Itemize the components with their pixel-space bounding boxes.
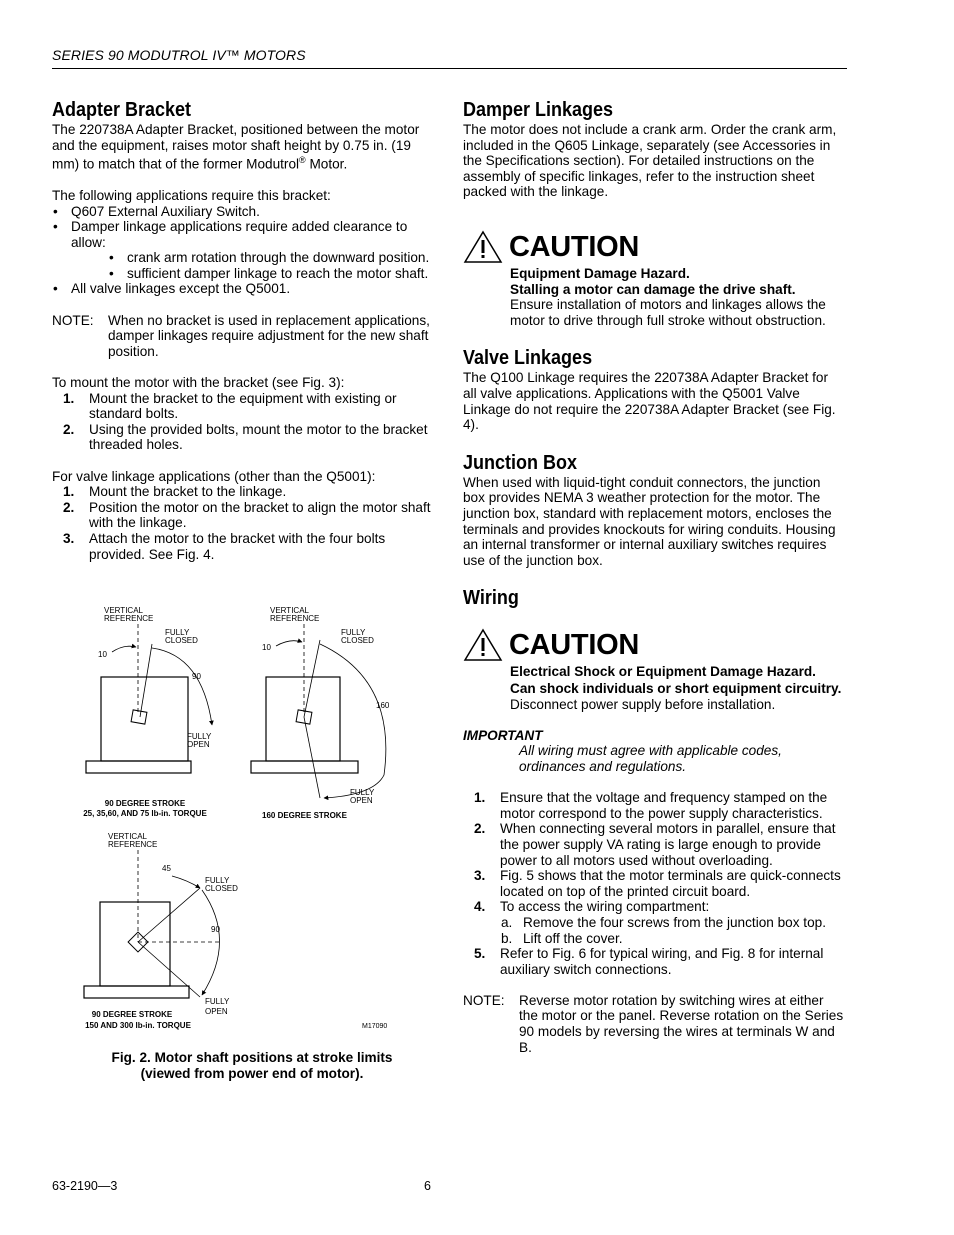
diagram-90-degree-large (84, 832, 387, 1030)
list-item: b. Lift off the cover. (501, 930, 623, 946)
wiring-note (463, 993, 845, 1055)
mount-intro: To mount the motor with the bracket (see Fig. 3): (52, 375, 345, 391)
list-item: 1. Mount the bracket to the linkage. (63, 484, 287, 500)
motor-shaft (131, 710, 147, 724)
step-text: Mount the bracket to the linkage. (89, 484, 287, 500)
warning-triangle-icon (463, 628, 503, 662)
list-item: 1. Mount the bracket to the equipment with existing or standard bolts. (63, 390, 397, 422)
caution-line: Can shock individuals or short equipment circuitry. (510, 680, 842, 696)
step-text: Refer to Fig. 6 for typical wiring, and Fig. 8 for internal auxiliary switch connections. (500, 946, 824, 977)
motor-base (84, 986, 189, 998)
valve-intro: For valve linkage applications (other than the Q5001): (52, 468, 376, 484)
vertical-reference-label: REFERENCE (108, 840, 158, 849)
list-item: 2. Using the provided bolts, mount the motor to the bracket threaded holes. (63, 421, 428, 453)
angle-label: 45 (162, 864, 171, 873)
adapter-intro (52, 122, 434, 172)
fully-closed-label: CLOSED (341, 636, 374, 645)
wiring-heading: Wiring (463, 587, 519, 610)
adapter-note (52, 313, 434, 360)
list-item: 2. Position the motor on the bracket to align the motor shaft with the linkage. (63, 499, 431, 531)
step-text: Using the provided bolts, mount the motor to the bracket threaded holes. (89, 421, 428, 453)
adapter-bracket-heading: Adapter Bracket (52, 99, 192, 121)
fully-open-label: FULLY (350, 788, 375, 797)
figure-caption-line: (viewed from power end of motor). (140, 1066, 364, 1081)
wiring-substeps (463, 915, 845, 946)
motor-base (251, 761, 358, 773)
apps-list (52, 204, 434, 298)
fully-closed-label: FULLY (165, 628, 190, 637)
motor-body (266, 677, 340, 761)
adapter-intro-text: The 220738A Adapter Bracket, positioned between the motor and the equipment, raises motor shaft height by 0.75 in. (19 mm) to match that of the former Modutrol (52, 122, 420, 172)
vertical-reference-label: VERTICAL (108, 832, 147, 841)
fully-open-label: FULLY (205, 997, 230, 1006)
step-text: Attach the motor to the bracket with the four bolts provided. See Fig. 4. (89, 530, 386, 562)
warning-triangle-icon (463, 230, 503, 264)
substep-text: Lift off the cover. (523, 930, 623, 946)
list-item: 3. Attach the motor to the bracket with the four bolts provided. See Fig. 4. (63, 530, 386, 562)
list-item-text: Damper linkage applications require added clearance to allow: (71, 219, 408, 250)
document-number: 63-2190—3 (52, 1179, 118, 1193)
list-item: • All valve linkages except the Q5001. (52, 281, 434, 297)
list-item: 1. Ensure that the voltage and frequency stamped on the motor correspond to the power supply characteristics. (474, 790, 828, 821)
shaft-positions-diagram (52, 600, 434, 1040)
diagram-160-degree (251, 606, 390, 820)
caution-block-1 (463, 228, 845, 266)
list-item: • Q607 External Auxiliary Switch. (52, 204, 434, 220)
diagram-90-degree-small (83, 606, 212, 818)
fully-closed-label: CLOSED (165, 636, 198, 645)
caution-title: CAUTION (509, 230, 640, 263)
sub-list (71, 250, 434, 281)
caution-body-1 (463, 266, 845, 328)
diagram-caption: 160 DEGREE STROKE (262, 811, 347, 820)
fully-closed-label: FULLY (341, 628, 366, 637)
caution-line: Disconnect power supply before installation. (510, 697, 776, 713)
note-text: When no bracket is used in replacement applications, damper linkages require adjustment for the new shaft position. (108, 312, 430, 359)
valve-text: The Q100 Linkage requires the 220738A Adapter Bracket for all valve applications. Applications with the Q5001 Valve Linkage do not require the 220738A Adapter Bracket (see Fig. 4). (463, 370, 836, 433)
note-label: NOTE: (463, 992, 505, 1008)
vertical-reference-label: VERTICAL (270, 606, 309, 615)
fully-closed-label: FULLY (205, 876, 230, 885)
wiring-steps-cont (463, 946, 845, 977)
step-text: Fig. 5 shows that the motor terminals are quick-connects located on top of the printed circuit board. (500, 868, 841, 899)
junction-text: When used with liquid-tight conduit connectors, the junction box provides NEMA 3 weather protection for the motor. The junction box, standard with replacement motors, encloses the terminals and provides knockouts for wiring conduits. Housing an internal transformer or internal auxiliary switches requires use of the junction box. (463, 474, 836, 568)
list-item: 5. Refer to Fig. 6 for typical wiring, and Fig. 8 for internal auxiliary switch connections. (474, 946, 824, 977)
junction-box-heading: Junction Box (463, 451, 578, 474)
motor-base (86, 761, 191, 773)
angle-label: 90 (211, 925, 220, 934)
caution-line: Electrical Shock or Equipment Damage Hazard. (510, 664, 816, 680)
step-text: Mount the bracket to the equipment with existing or standard bolts. (89, 390, 397, 422)
figure-caption (52, 1050, 452, 1082)
list-item: a. Remove the four screws from the junction box top. (501, 914, 826, 930)
fully-closed-label: CLOSED (205, 884, 238, 893)
running-header: SERIES 90 MODUTROL IV™ MOTORS (52, 47, 306, 63)
diagram-caption: 150 AND 300 lb-in. TORQUE (85, 1021, 191, 1030)
note-text: Reverse motor rotation by switching wires at either the motor or the panel. Reverse rotation on the Series 90 models by reversing the wires at terminals W and B. (519, 992, 844, 1055)
vertical-reference-label: REFERENCE (104, 614, 154, 623)
caution-title: CAUTION (509, 629, 640, 662)
caution-line: Ensure installation of motors and linkages allows the motor to drive through full stroke without obstruction. (510, 297, 826, 328)
list-item: 2. When connecting several motors in parallel, ensure that the power supply VA rating is large enough to provide power to all motors used without overloading. (474, 821, 836, 868)
caution-body-2 (463, 664, 845, 714)
list-item: 3. Fig. 5 shows that the motor terminals are quick-connects located on top of the printed circuit board. (474, 868, 841, 899)
valve-steps (52, 484, 434, 562)
sub-list-item: • crank arm rotation through the downward position. (108, 250, 434, 266)
angle-label: 10 (262, 643, 271, 652)
motor-shaft-figure (52, 600, 434, 1040)
diagram-caption: 90 DEGREE STROKE (91, 1010, 173, 1019)
damper-linkages-heading: Damper Linkages (463, 99, 614, 121)
page-number: 6 (424, 1179, 431, 1193)
motor-body (100, 902, 170, 986)
registered-mark: ® (299, 155, 306, 166)
header-rule (52, 68, 847, 69)
step-text: When connecting several motors in parallel, ensure that the power supply VA rating is large enough to provide power to all motors used without overloading. (500, 821, 836, 868)
important-text: All wiring must agree with applicable codes, ordinances and regulations. (519, 743, 782, 774)
left-column (52, 98, 434, 562)
note-label: NOTE: (52, 312, 94, 328)
caution-line: Equipment Damage Hazard. (510, 265, 690, 281)
caution-line: Stalling a motor can damage the drive shaft. (510, 281, 796, 297)
angle-label: 10 (98, 650, 107, 659)
important-label: IMPORTANT (463, 727, 543, 743)
fully-open-label: OPEN (350, 796, 373, 805)
list-item: 4. To access the wiring compartment: (474, 899, 710, 915)
angle-label: 160 (376, 701, 390, 710)
step-text: To access the wiring compartment: (500, 899, 710, 915)
vertical-reference-label: REFERENCE (270, 614, 320, 623)
step-text: Ensure that the voltage and frequency stamped on the motor correspond to the power supply characteristics. (500, 790, 828, 821)
diagram-caption: 25, 35,60, AND 75 lb-in. TORQUE (83, 809, 207, 818)
figure-caption-line: Fig. 2. Motor shaft positions at stroke limits (111, 1050, 393, 1065)
sub-list-item: • sufficient damper linkage to reach the motor shaft. (108, 266, 434, 282)
wiring-steps (463, 790, 845, 915)
damper-text: The motor does not include a crank arm. Order the crank arm, included in the Q605 Linkage, separately (see Accessories in the Specifications section). For detailed instructions on the assembly of specific linkages, refer to the instruction sheet packed with the linkage. (463, 122, 837, 200)
mount-steps (52, 391, 434, 453)
vertical-reference-label: VERTICAL (104, 606, 143, 615)
fully-open-label: FULLY (187, 732, 212, 741)
right-column (463, 98, 845, 1055)
fully-open-label: OPEN (205, 1007, 228, 1016)
adapter-intro-end: Motor. (305, 156, 348, 172)
angle-label: 90 (192, 672, 201, 681)
caution-block-2 (463, 626, 845, 664)
apps-intro: The following applications require this bracket: (52, 187, 331, 203)
fully-open-label: OPEN (187, 740, 210, 749)
valve-linkages-heading: Valve Linkages (463, 347, 593, 370)
list-item (52, 219, 434, 281)
substep-text: Remove the four screws from the junction box top. (523, 914, 826, 930)
diagram-caption: 90 DEGREE STROKE (104, 799, 186, 808)
figure-code: M17090 (362, 1023, 388, 1030)
step-text: Position the motor on the bracket to align the motor shaft with the linkage. (89, 499, 431, 531)
